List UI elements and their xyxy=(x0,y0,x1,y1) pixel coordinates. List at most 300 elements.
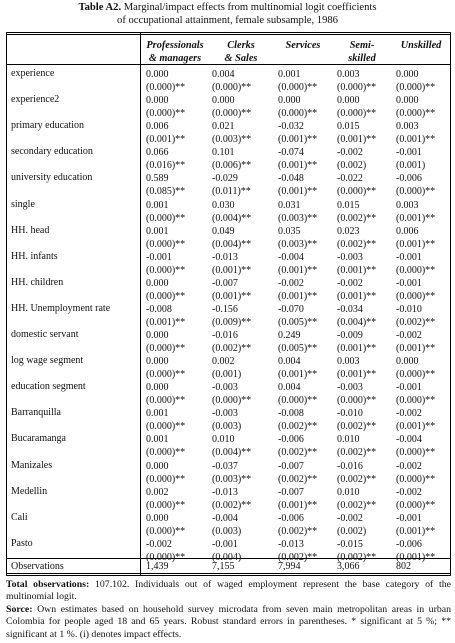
coefficient: 0.002 xyxy=(212,356,235,368)
standard-error: (0.000)** xyxy=(396,264,436,276)
obs-semiskilled: 3,066 xyxy=(337,561,360,572)
coefficient: -0.004 xyxy=(278,251,304,263)
coefficient: -0.002 xyxy=(396,486,422,498)
cell-clerks xyxy=(212,486,251,512)
table-row xyxy=(0,406,455,432)
standard-error: (0.001)** xyxy=(337,134,377,146)
standard-error: (0.000)** xyxy=(278,82,318,93)
cell-services xyxy=(278,538,317,564)
coefficient: -0.006 xyxy=(396,173,422,185)
coefficient: -0.002 xyxy=(337,147,363,159)
table-row xyxy=(0,485,455,511)
coefficient: 0.003 xyxy=(396,121,419,133)
standard-error: (0.005)** xyxy=(278,343,318,354)
bottom-rule-double xyxy=(6,575,451,576)
standard-error: (0.003)** xyxy=(278,238,318,250)
standard-error: (0.001)** xyxy=(396,212,436,224)
standard-error: (0.000)** xyxy=(146,369,186,381)
cell-services xyxy=(278,329,317,355)
cell-clerks xyxy=(212,329,251,355)
cell-semiskilled xyxy=(337,303,376,329)
cell-professionals xyxy=(146,172,185,198)
bottom-rule xyxy=(6,573,451,574)
coefficient: -0.003 xyxy=(212,382,238,394)
coefficient: -0.004 xyxy=(212,512,238,524)
standard-error: (0.000)** xyxy=(212,82,252,93)
standard-error: (0.000)** xyxy=(146,264,186,276)
standard-error: (0.004)** xyxy=(212,447,252,459)
cell-professionals xyxy=(146,460,185,486)
coefficient: 0.001 xyxy=(146,408,169,420)
col-header-services: Services xyxy=(285,40,321,51)
standard-error: (0.001)** xyxy=(278,499,318,511)
standard-error: (0.000)** xyxy=(278,108,318,120)
cell-semiskilled xyxy=(337,355,376,381)
cell-clerks xyxy=(212,538,241,564)
cell-clerks xyxy=(212,251,251,277)
standard-error: (0.011)** xyxy=(212,186,251,198)
standard-error: (0.016)** xyxy=(146,160,186,172)
table-row xyxy=(0,198,455,224)
coefficient: 0.003 xyxy=(337,69,360,80)
coefficient: -0.001 xyxy=(212,538,238,550)
cell-clerks xyxy=(212,277,251,303)
cell-professionals xyxy=(146,277,185,303)
coefficient: -0.010 xyxy=(396,303,422,315)
obs-professionals: 1,439 xyxy=(146,561,169,572)
coefficient: 0.000 xyxy=(396,69,419,80)
standard-error: (0.000)** xyxy=(396,499,436,511)
cell-semiskilled xyxy=(337,512,366,538)
cell-clerks xyxy=(212,381,251,407)
coefficient: 0.035 xyxy=(278,225,301,237)
row-label: HH. children xyxy=(11,276,64,288)
cell-unskilled xyxy=(396,303,435,329)
cell-semiskilled xyxy=(337,460,376,486)
cell-unskilled xyxy=(396,94,435,120)
col-header-professionals: Professionals & managers xyxy=(146,40,204,64)
standard-error: (0.000)** xyxy=(146,212,186,224)
cell-services xyxy=(278,172,317,198)
table-row xyxy=(0,511,455,537)
coefficient: 0.000 xyxy=(146,512,169,524)
standard-error: (0.001)** xyxy=(337,264,377,276)
standard-error: (0.000)** xyxy=(337,82,377,93)
cell-semiskilled xyxy=(337,277,376,303)
table-row xyxy=(0,93,455,119)
coefficient: 0.000 xyxy=(146,277,169,289)
standard-error: (0.000)** xyxy=(146,343,186,354)
coefficient: -0.001 xyxy=(396,147,422,159)
cell-services xyxy=(278,381,317,407)
standard-error: (0.001)** xyxy=(337,369,377,381)
coefficient: 0.031 xyxy=(278,199,301,211)
standard-error: (0.001)** xyxy=(278,290,318,302)
cell-unskilled xyxy=(396,120,435,146)
cell-semiskilled xyxy=(337,251,376,277)
coefficient: -0.016 xyxy=(337,460,363,472)
standard-error: (0.000)** xyxy=(146,525,186,537)
coefficient: -0.007 xyxy=(212,277,238,289)
coefficient: 0.000 xyxy=(278,95,301,107)
cell-professionals xyxy=(146,486,185,512)
standard-error: (0.000)** xyxy=(337,186,377,198)
cell-clerks xyxy=(212,199,251,225)
standard-error: (0.009)** xyxy=(212,316,252,328)
standard-error: (0.002)** xyxy=(337,551,377,563)
standard-error: (0.000)** xyxy=(146,108,186,120)
cell-professionals xyxy=(146,329,185,355)
coefficient: -0.002 xyxy=(396,460,422,472)
cell-semiskilled xyxy=(337,225,376,251)
table-row xyxy=(0,328,455,354)
col-header-unskilled: Unskilled xyxy=(400,40,442,51)
coefficient: -0.002 xyxy=(278,277,304,289)
row-label: Bucaramanga xyxy=(11,433,66,445)
cell-clerks xyxy=(212,433,251,459)
coefficient: 0.006 xyxy=(396,225,419,237)
coefficient: -0.002 xyxy=(396,330,422,341)
cell-clerks xyxy=(212,355,241,381)
standard-error: (0.001)** xyxy=(396,525,436,537)
coefficient: 0.015 xyxy=(337,121,360,133)
coefficient: 0.001 xyxy=(146,199,169,211)
standard-error: (0.000)** xyxy=(146,447,186,459)
table-row xyxy=(0,380,455,406)
standard-error: (0.000)** xyxy=(396,369,436,381)
coefficient: -0.001 xyxy=(396,277,422,289)
standard-error: (0.002)** xyxy=(212,499,252,511)
coefficient: 0.004 xyxy=(278,356,301,368)
cell-professionals xyxy=(146,94,185,120)
coefficient: 0.010 xyxy=(337,486,360,498)
standard-error: (0.002)** xyxy=(278,473,318,485)
standard-error: (0.000)** xyxy=(396,82,436,93)
cell-clerks xyxy=(212,512,241,538)
cell-services xyxy=(278,251,317,277)
cell-professionals xyxy=(146,512,185,538)
cell-unskilled xyxy=(396,355,435,381)
standard-error: (0.002)** xyxy=(212,343,252,354)
table-caption-line2: of occupational attainment, female subsample, 1986 xyxy=(117,14,338,26)
cell-semiskilled xyxy=(337,172,376,198)
cell-unskilled xyxy=(396,225,435,251)
cell-unskilled xyxy=(396,199,435,225)
standard-error: (0.001)** xyxy=(278,369,318,381)
cell-unskilled xyxy=(396,460,435,486)
coefficient: -0.001 xyxy=(146,251,172,263)
cell-professionals xyxy=(146,120,185,146)
coefficient: 0.004 xyxy=(212,69,235,80)
standard-error: (0.002)** xyxy=(337,499,377,511)
cell-professionals xyxy=(146,199,185,225)
cell-unskilled xyxy=(396,512,435,538)
standard-error: (0.000)** xyxy=(337,108,377,120)
coefficient: -0.008 xyxy=(278,408,304,420)
row-label: Cali xyxy=(11,511,28,523)
cell-services xyxy=(278,120,317,146)
cell-semiskilled xyxy=(337,146,366,172)
cell-unskilled xyxy=(396,407,435,433)
standard-error: (0.001)** xyxy=(146,134,186,146)
cell-semiskilled xyxy=(337,486,376,512)
table-row xyxy=(0,67,455,93)
row-label: experience xyxy=(11,68,55,79)
coefficient: -0.156 xyxy=(212,303,238,315)
cell-clerks xyxy=(212,94,251,120)
cell-clerks xyxy=(212,460,251,486)
note-source: Sorce: Own estimates based on household survey microdata from seven main metropolitan areas in urban Colombia for people aged 18 and 65 years. Robust standard errors in parentheses. * significant at 5 %; ** significant at 1 %. (i) denotes impact effects. xyxy=(6,604,451,640)
cell-services xyxy=(278,277,317,303)
standard-error: (0.002)** xyxy=(337,421,377,433)
cell-services xyxy=(278,486,317,512)
table-row xyxy=(0,119,455,145)
standard-error: (0.085)** xyxy=(146,186,186,198)
cell-professionals xyxy=(146,251,185,277)
row-label: Pasto xyxy=(11,537,33,549)
standard-error: (0.001) xyxy=(212,369,242,381)
row-label: primary education xyxy=(11,120,85,132)
coefficient: 0.000 xyxy=(212,95,235,107)
row-label: experience2 xyxy=(11,94,60,106)
standard-error: (0.002)** xyxy=(278,551,318,563)
standard-error: (0.000)** xyxy=(146,499,186,511)
coefficient: -0.002 xyxy=(146,538,172,550)
cell-professionals xyxy=(146,433,185,459)
coefficient: -0.004 xyxy=(396,434,422,446)
cell-unskilled xyxy=(396,146,425,172)
coefficient: 0.015 xyxy=(337,199,360,211)
standard-error: (0.001)** xyxy=(396,551,436,563)
standard-error: (0.000)** xyxy=(396,473,436,485)
standard-error: (0.000)** xyxy=(396,108,436,120)
coefficient: 0.049 xyxy=(212,225,235,237)
table-row xyxy=(0,459,455,485)
coefficient: -0.032 xyxy=(278,121,304,133)
standard-error: (0.000)** xyxy=(146,421,186,433)
coefficient: 0.021 xyxy=(212,121,235,133)
coefficient: 0.000 xyxy=(146,382,169,394)
table-row xyxy=(0,145,455,171)
standard-error: (0.002)** xyxy=(337,447,377,459)
coefficient: 0.010 xyxy=(212,434,235,446)
standard-error: (0.005)** xyxy=(278,316,318,328)
standard-error: (0.002)** xyxy=(278,525,318,537)
cell-services xyxy=(278,94,317,120)
row-label: university education xyxy=(11,172,93,184)
cell-unskilled xyxy=(396,277,435,303)
coefficient: -0.048 xyxy=(278,173,304,185)
table-row xyxy=(0,302,455,328)
standard-error: (0.000)** xyxy=(146,395,186,407)
cell-semiskilled xyxy=(337,329,376,355)
standard-error: (0.002)** xyxy=(396,316,436,328)
coefficient: -0.037 xyxy=(212,460,238,472)
standard-error: (0.003) xyxy=(212,421,242,433)
standard-error: (0.002)** xyxy=(337,238,377,250)
row-label: HH. infants xyxy=(11,250,58,262)
row-label: education segment xyxy=(11,381,86,393)
top-rule xyxy=(6,32,451,33)
standard-error: (0.002)** xyxy=(278,421,318,433)
row-label: Barranquilla xyxy=(11,407,61,419)
note-total: Total observations: 107.102. Individuals out of waged employment represent the base category of the multinomial logit. xyxy=(6,579,451,603)
row-label: Manizales xyxy=(11,459,53,471)
coefficient: 0.589 xyxy=(146,173,169,185)
standard-error: (0.003) xyxy=(212,525,242,537)
standard-error: (0.000)** xyxy=(278,395,318,407)
standard-error: (0.002)** xyxy=(337,473,377,485)
cell-unskilled xyxy=(396,329,435,355)
coefficient: -0.016 xyxy=(212,330,238,341)
cell-clerks xyxy=(212,407,241,433)
cell-professionals xyxy=(146,68,185,94)
cell-unskilled xyxy=(396,433,435,459)
cell-clerks xyxy=(212,68,251,94)
coefficient: -0.013 xyxy=(212,251,238,263)
coefficient: -0.009 xyxy=(337,330,363,341)
standard-error: (0.001)** xyxy=(278,160,318,172)
cell-professionals xyxy=(146,538,185,564)
cell-clerks xyxy=(212,303,251,329)
coefficient: 0.000 xyxy=(337,95,360,107)
cell-semiskilled xyxy=(337,68,376,94)
obs-unskilled: 802 xyxy=(396,561,411,572)
coefficient: 0.006 xyxy=(146,121,169,133)
obs-clerks: 7,155 xyxy=(212,561,235,572)
standard-error: (0.001)** xyxy=(146,316,186,328)
coefficient: 0.010 xyxy=(337,434,360,446)
standard-error: (0.000)** xyxy=(146,551,186,563)
table-row xyxy=(0,354,455,380)
standard-error: (0.003)** xyxy=(212,473,252,485)
standard-error: (0.001)** xyxy=(278,134,318,146)
standard-error: (0.001)** xyxy=(212,264,252,276)
cell-professionals xyxy=(146,381,185,407)
coefficient: 0.000 xyxy=(146,356,169,368)
cell-semiskilled xyxy=(337,94,376,120)
standard-error: (0.004) xyxy=(212,551,242,563)
cell-services xyxy=(278,460,317,486)
coefficient: -0.022 xyxy=(337,173,363,185)
table-row xyxy=(0,432,455,458)
coefficient: -0.034 xyxy=(337,303,363,315)
cell-unskilled xyxy=(396,172,435,198)
coefficient: 0.001 xyxy=(278,69,301,80)
coefficient: 0.023 xyxy=(337,225,360,237)
standard-error: (0.002) xyxy=(337,160,367,172)
table-row xyxy=(0,171,455,197)
coefficient: -0.007 xyxy=(278,460,304,472)
coefficient: 0.101 xyxy=(212,147,235,159)
table-row xyxy=(0,276,455,302)
coefficient: 0.002 xyxy=(146,486,169,498)
coefficient: 0.066 xyxy=(146,147,169,159)
cell-unskilled xyxy=(396,68,435,94)
cell-semiskilled xyxy=(337,433,376,459)
table-caption-line1: Marginal/impact effects from multinomial logit coefficients xyxy=(123,2,377,13)
standard-error: (0.001)** xyxy=(337,343,377,354)
coefficient: -0.029 xyxy=(212,173,238,185)
top-rule-double xyxy=(6,34,451,35)
standard-error: (0.000)** xyxy=(396,186,436,198)
cell-semiskilled xyxy=(337,120,376,146)
cell-professionals xyxy=(146,355,185,381)
standard-error: (0.004)** xyxy=(212,212,252,224)
coefficient: -0.001 xyxy=(396,251,422,263)
cell-services xyxy=(278,303,317,329)
coefficient: -0.006 xyxy=(396,538,422,550)
table-title xyxy=(0,2,455,27)
coefficient: 0.000 xyxy=(146,460,169,472)
cell-professionals xyxy=(146,303,185,329)
observations-label: Observations xyxy=(11,561,64,572)
cell-services xyxy=(278,433,317,459)
standard-error: (0.004)** xyxy=(212,238,252,250)
coefficient: 0.249 xyxy=(278,330,301,341)
standard-error: (0.000)** xyxy=(396,447,436,459)
cell-services xyxy=(278,512,317,538)
table-row xyxy=(0,537,455,563)
cell-clerks xyxy=(212,225,251,251)
cell-semiskilled xyxy=(337,407,376,433)
cell-semiskilled xyxy=(337,199,376,225)
cell-services xyxy=(278,407,317,433)
coefficient: -0.013 xyxy=(212,486,238,498)
table-row xyxy=(0,224,455,250)
coefficient: -0.013 xyxy=(278,538,304,550)
standard-error: (0.000)** xyxy=(146,473,186,485)
cell-unskilled xyxy=(396,251,435,277)
standard-error: (0.002) xyxy=(337,525,367,537)
row-label: Medellin xyxy=(11,485,48,497)
cell-professionals xyxy=(146,146,185,172)
row-label: domestic servant xyxy=(11,329,79,340)
coefficient: 0.030 xyxy=(212,199,235,211)
col-header-semiskilled: Semi- skilled xyxy=(348,40,376,64)
cell-professionals xyxy=(146,407,185,433)
cell-clerks xyxy=(212,146,251,172)
cell-semiskilled xyxy=(337,381,376,407)
standard-error: (0.000)** xyxy=(146,238,186,250)
standard-error: (0.003)** xyxy=(212,134,252,146)
table-label: Table A2. xyxy=(78,2,122,13)
standard-error: (0.002)** xyxy=(337,212,377,224)
standard-error: (0.000)** xyxy=(337,395,377,407)
cell-unskilled xyxy=(396,486,435,512)
standard-error: (0.001)** xyxy=(337,290,377,302)
table-row xyxy=(0,250,455,276)
standard-error: (0.000)** xyxy=(396,290,436,302)
cell-services xyxy=(278,225,317,251)
coefficient: 0.003 xyxy=(337,356,360,368)
obs-services: 7,994 xyxy=(278,561,301,572)
standard-error: (0.001)** xyxy=(396,421,436,433)
standard-error: (0.001)** xyxy=(278,264,318,276)
coefficient: 0.000 xyxy=(146,95,169,107)
cell-clerks xyxy=(212,172,251,198)
standard-error: (0.001) xyxy=(396,160,426,172)
standard-error: (0.002)** xyxy=(278,447,318,459)
coefficient: -0.001 xyxy=(396,382,422,394)
coefficient: 0.000 xyxy=(396,95,419,107)
standard-error: (0.001)** xyxy=(396,343,436,354)
coefficient: 0.000 xyxy=(146,69,169,80)
cell-services xyxy=(278,68,317,94)
coefficient: -0.070 xyxy=(278,303,304,315)
coefficient: -0.003 xyxy=(212,408,238,420)
cell-professionals xyxy=(146,225,185,251)
